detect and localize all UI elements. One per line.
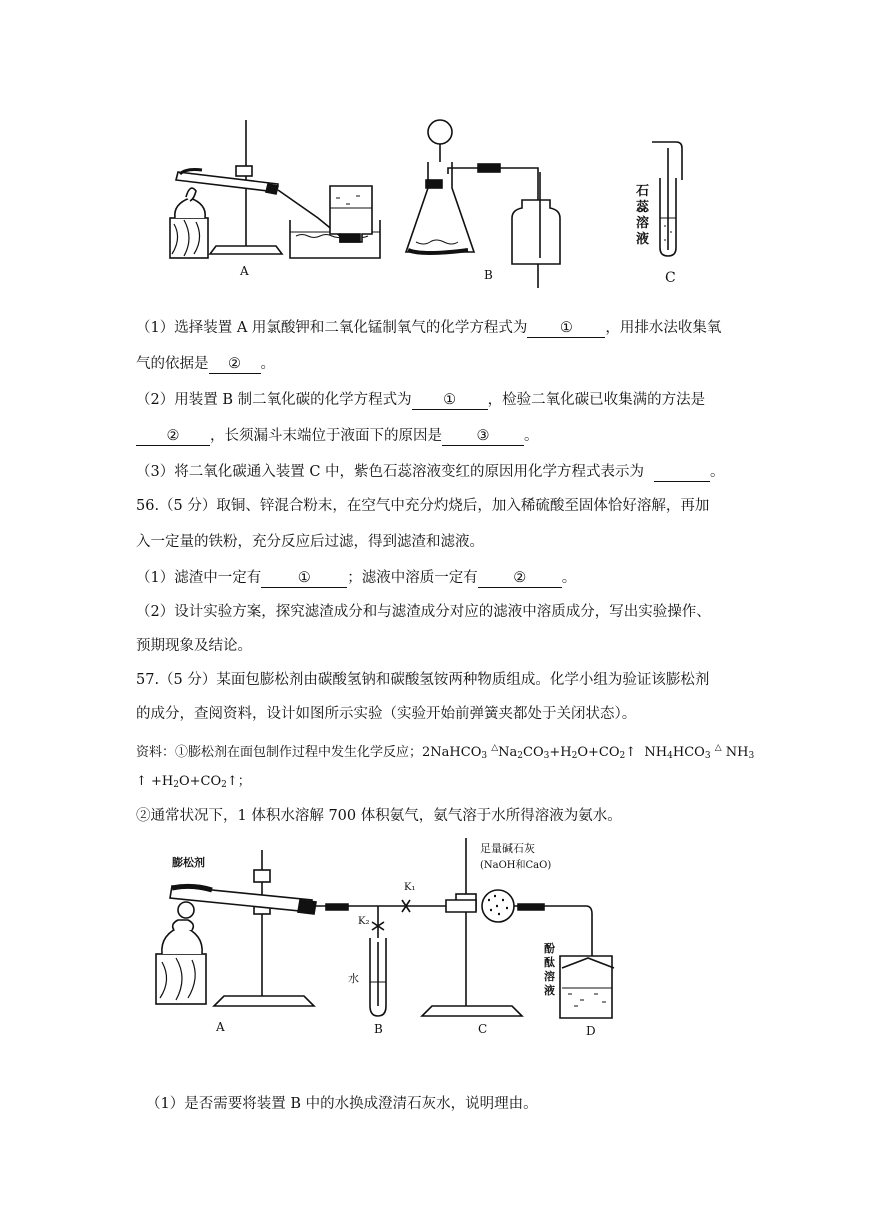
q56-p1-text-a: （1）滤渣中一定有 (136, 570, 262, 586)
q55-p1-blank1[interactable]: ① (527, 319, 605, 338)
water-label: 水 (348, 972, 359, 985)
q56-p1-text-b: ；滤液中溶质一定有 (347, 570, 478, 586)
q57-info-label: 资料：①膨松剂在面包制作过程中发生化学反应； (136, 745, 423, 760)
q55-p1-text-a: （1）选择装置 A 用氯酸钾和二氧化锰制氧气的化学方程式为 (136, 320, 528, 336)
litmus-solution-label (636, 184, 652, 248)
soda-lime-label: 足量碱石灰 (480, 842, 535, 855)
figure2-label-d: D (586, 1024, 596, 1038)
q55-p1-blank2[interactable]: ② (209, 355, 261, 374)
q55-p1-text-d: 。 (260, 356, 275, 372)
q55-p2-blank1[interactable]: ① (412, 391, 488, 410)
q55-p3-blank[interactable] (654, 463, 710, 482)
figure1-label-c: C (665, 270, 676, 286)
equation-1: 2NaHCO$_3$ $^\triangle Na_2CO_3+H_2O+CO_2↑$ (422, 743, 637, 761)
q56-p1-blank1[interactable]: ① (261, 569, 347, 588)
phenol-char-4: 液 (544, 984, 555, 997)
q55-part2-line1 (136, 390, 705, 410)
q56-p1-text-c: 。 (561, 570, 577, 586)
figure2-label-a: A (216, 1020, 225, 1034)
figure1-label-b: B (484, 268, 493, 282)
equation-2-part2: ↑ $+H_2O+CO_2↑$； (136, 774, 251, 790)
q56-p1-blank2[interactable]: ② (478, 569, 562, 588)
k1-label: K₁ (404, 882, 416, 893)
litmus-char-1: 石 (636, 184, 650, 199)
phenol-char-1: 酚 (544, 942, 555, 955)
k2-label: K₂ (358, 916, 370, 927)
figure-apparatus-abcd (150, 830, 620, 1040)
q57-stem-line1: 57.（5 分）某面包膨松剂由碳酸氢钠和碳酸氢铵两种物质组成。化学小组为验证该膨松剂 (136, 672, 710, 688)
q55-p2-blank2[interactable]: ② (136, 427, 210, 446)
q57-part1: （1）是否需要将装置 B 中的水换成澄清石灰水，说明理由。 (146, 1096, 538, 1112)
q55-p1-text-c: 气的依据是 (136, 356, 209, 372)
soda-lime-formula: (NaOH和CaO) (480, 860, 552, 871)
figure1-label-a: A (240, 264, 249, 278)
q55-p2-text-a: （2）用装置 B 制二氧化碳的化学方程式为 (136, 392, 412, 408)
q55-part1-line1 (136, 318, 721, 338)
apparatus-diagram-1 (150, 100, 710, 300)
q55-p3-text-a: （3）将二氧化碳通入装置 C 中，紫色石蕊溶液变红的原因用化学方程式表示为 (136, 464, 645, 480)
litmus-char-3: 溶 (636, 216, 650, 231)
figure-apparatus-abc (150, 100, 710, 300)
figure2-label-c: C (478, 1022, 488, 1036)
figure2-label-b: B (374, 1022, 383, 1036)
phenol-char-2: 酞 (544, 956, 555, 969)
q55-p2-text-b: ，检验二氧化碳已收集满的方法是 (487, 392, 706, 408)
q56-part2-line1: （2）设计实验方案，探究滤渣成分和与滤渣成分对应的滤液中溶质成分，写出实验操作、 (136, 604, 711, 620)
q55-p3-text-b: 。 (710, 464, 725, 480)
q55-p2-blank3[interactable]: ③ (442, 427, 524, 446)
phenol-char-3: 溶 (544, 970, 555, 983)
q55-p2-text-c: ，长须漏斗末端位于液面下的原因是 (210, 428, 442, 444)
q57-stem-line2: 的成分，查阅资料，设计如图所示实验（实验开始前弹簧夹都处于关闭状态）。 (136, 706, 637, 722)
q56-part2-line2: 预期现象及结论。 (136, 638, 252, 654)
phenolphthalein-label (544, 942, 556, 998)
q56-stem-line1: 56.（5 分）取铜、锌混合粉末，在空气中充分灼烧后，加入稀硫酸至固体恰好溶解，再加 (136, 498, 710, 514)
q55-part2-line2 (136, 426, 539, 446)
litmus-char-2: 蕊 (636, 200, 650, 215)
q57-info-line1 (136, 738, 754, 766)
leavening-agent-label: 膨松剂 (172, 856, 205, 869)
q55-p2-text-d: 。 (524, 428, 539, 444)
litmus-char-4: 液 (636, 232, 650, 247)
q57-info-line2 (136, 772, 251, 795)
q56-part1 (136, 568, 576, 588)
q55-p1-text-b: ，用排水法收集氧 (605, 320, 722, 336)
q55-part3-line1 (136, 462, 725, 482)
q55-part1-line2 (136, 354, 275, 374)
equation-2-part1: $NH_4HCO_3$ △ $NH_3$ (644, 743, 755, 761)
q56-stem-line2: 入一定量的铁粉，充分反应后过滤，得到滤渣和滤液。 (136, 534, 484, 550)
q57-info2: ②通常状况下，1 体积水溶解 700 体积氨气，氨气溶于水所得溶液为氨水。 (136, 808, 622, 824)
